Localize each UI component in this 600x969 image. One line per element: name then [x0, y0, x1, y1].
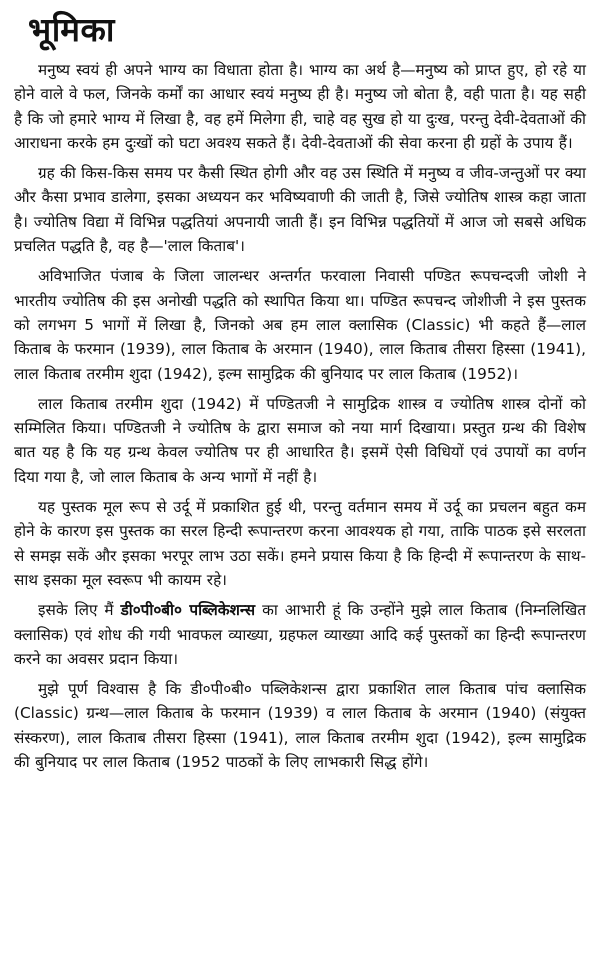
paragraph-text: लाल किताब तरमीम शुदा (1942) में पण्डितजी ने सामुद्रिक शास्त्र व ज्योतिष शास्त्र दोनों को सम्मिलित किया। पण्डितजी ने ज्योतिष के द्वारा समाज को नया मार्ग दिखाया। प्रस्तुत ग्रन्थ की विशेष बात यह है कि यह ग्रन्थ केवल ज्योतिष पर ही आधारित है। इसमें ऐसी विधियों एवं उपायों का वर्णन दिया गया है, जो लाल किताब के अन्य भागों में नहीं है। [14, 394, 586, 486]
body-text [14, 58, 586, 774]
paragraph-text: मनुष्य स्वयं ही अपने भाग्य का विधाता होता है। भाग्य का अर्थ है—मनुष्य को प्राप्त हुए, हो रहे या होने वाले वे फल, जिनके कर्मों का आधार स्वयं मनुष्य ही है। मनुष्य जो बोता है, वही पाता है। यह सही है कि जो हमारे भाग्य में लिखा है, वह हमें मिलेगा ही, चाहे वह सुख हो या दुःख, परन्तु देवी-देवताओं की आराधना करके हम दुःखों को घटा अवश्य सकते हैं। देवी-देवताओं की सेवा करना ही ग्रहों के उपाय हैं। [14, 61, 586, 152]
paragraph-7 [14, 677, 586, 774]
paragraph-6 [14, 598, 586, 671]
publisher-name: डी०पी०बी० पब्लिकेशन्स [120, 601, 256, 620]
paragraph-5 [14, 495, 586, 592]
paragraph-2 [14, 161, 586, 258]
paragraph-1 [14, 58, 586, 155]
paragraph-text: यह पुस्तक मूल रूप से उर्दू में प्रकाशित हुई थी, परन्तु वर्तमान समय में उर्दू का प्रचलन बहुत कम होने के कारण इस पुस्तक का सरल हिन्दी रूपान्तरण करना आवश्यक हो गया, ताकि पाठक इसे सरलता से समझ सकें और इसका भरपूर लाभ उठा सकें। हमने प्रयास किया है कि हिन्दी में रूपान्तरण के साथ-साथ इसका मूल स्वरूप भी कायम रहे। [14, 498, 586, 589]
paragraph-text: इसके लिए मैं [38, 601, 121, 620]
paragraph-3 [14, 264, 586, 385]
paragraph-text: मुझे पूर्ण विश्वास है कि डी०पी०बी० पब्लिकेशन्स द्वारा प्रकाशित लाल किताब पांच क्लासिक (Classic) ग्रन्थ—लाल किताब के फरमान (1939) व लाल किताब के अरमान (1940) (संयुक्त संस्करण), लाल किताब तीसरा हिस्सा (1941), लाल किताब तरमीम शुदा (1942), इल्म सामुद्रिक की बुनियाद पर लाल किताब (1952 पाठकों के लिए लाभकारी सिद्ध होंगे। [14, 680, 586, 772]
paragraph-text: ग्रह की किस-किस समय पर कैसी स्थित होगी और वह उस स्थिति में मनुष्य व जीव-जन्तुओं पर क्या और कैसा प्रभाव डालेगा, इसका अध्ययन कर भविष्यवाणी की जाती है, जिसे ज्योतिष शास्त्र कहा जाता है। ज्योतिष विद्या में विभिन्न पद्धतियां अपनायी जाती हैं। इन विभिन्न पद्धतियों में आज जो सबसे अधिक प्रचलित पद्धति है, वह है—'लाल किताब'। [14, 164, 586, 256]
paragraph-text: का आभारी हूं कि उन्होंने मुझे लाल किताब (निम्नलिखित क्लासिक) एवं शोध की गयी भावफल व्याख्या, ग्रहफल व्याख्या आदि कई पुस्तकों का हिन्दी रूपान्तरण करने का अवसर प्रदान किया। [14, 601, 586, 668]
page-title: भूमिका [28, 10, 115, 49]
paragraph-text: अविभाजित पंजाब के जिला जालन्धर अन्तर्गत फरवाला निवासी पण्डित रूपचन्दजी जोशी ने भारतीय ज्योतिष की इस अनोखी पद्धति को स्थापित किया था। पण्डित रूपचन्द जोशीजी ने इस पुस्तक को लगभग 5 भागों में लिखा है, जिनको अब हम लाल क्लासिक (Classic) भी कहते हैं—लाल किताब के फरमान (1939), लाल किताब के अरमान (1940), लाल किताब तीसरा हिस्सा (1941), लाल किताब तरमीम शुदा (1942), इल्म सामुद्रिक की बुनियाद पर लाल किताब (1952)। [14, 267, 586, 383]
paragraph-4 [14, 392, 586, 489]
